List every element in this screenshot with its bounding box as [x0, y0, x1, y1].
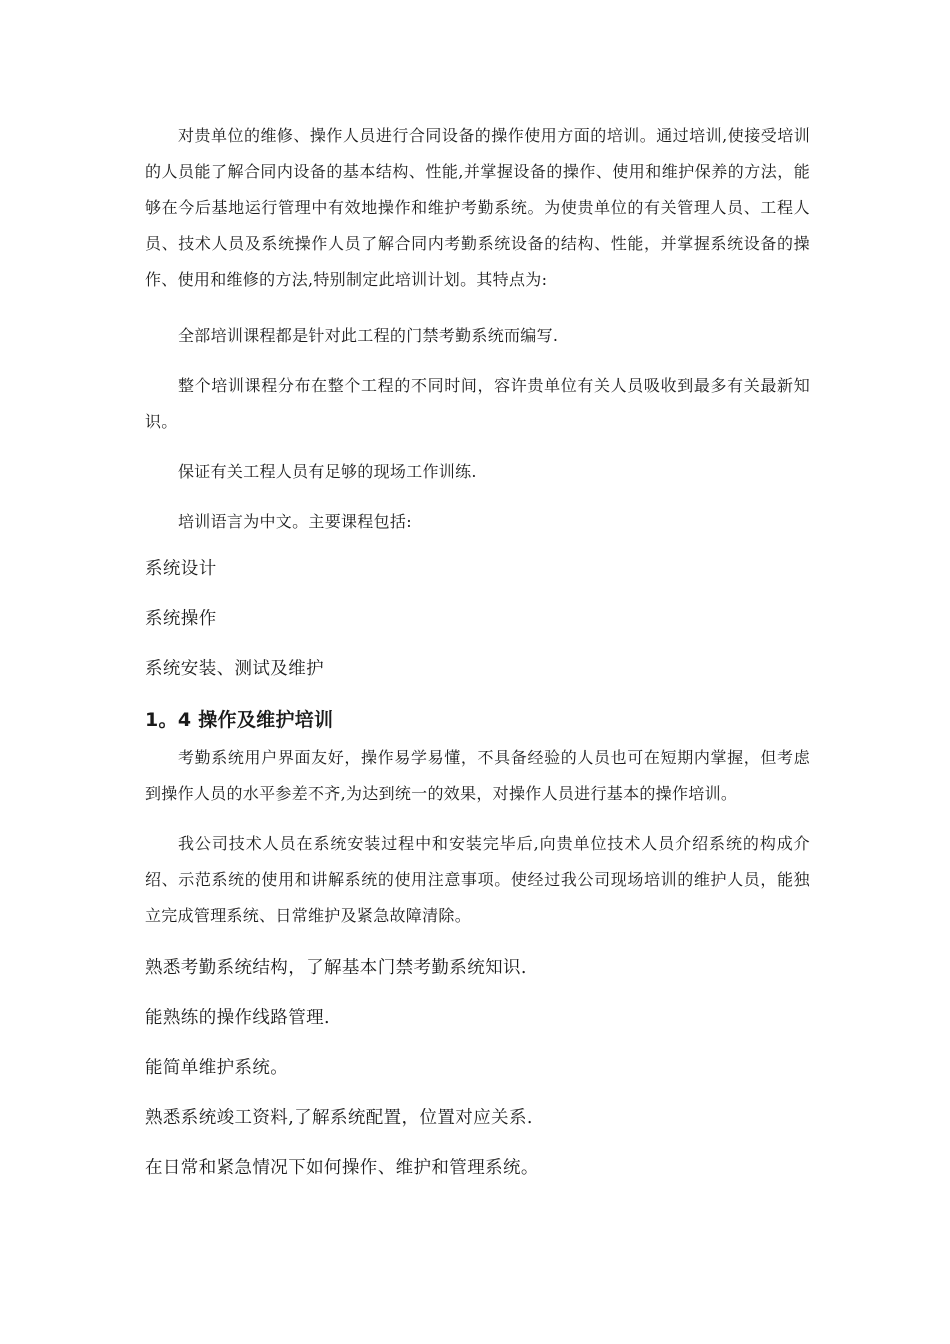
skill-item-4: 熟悉系统竣工资料,了解系统配置，位置对应关系. [145, 1108, 533, 1128]
section-paragraph-2: 我公司技术人员在系统安装过程中和安装完毕后,向贵单位技术人员介绍系统的构成介绍、示范系统的使用和讲解系统的使用注意事项。使经过我公司现场培训的维护人员，能独立完成管理系统、日常维护及紧急故障清除。 [145, 834, 810, 925]
course-item-1: 系统设计 [145, 559, 217, 579]
intro-paragraph-1: 对贵单位的维修、操作人员进行合同设备的操作使用方面的培训。通过培训,使接受培训的人员能了解合同内设备的基本结构、性能,并掌握设备的操作、使用和维护保养的方法，能够在今后基地运行管理中有效地操作和维护考勤系统。为使贵单位的有关管理人员、工程人员、技术人员及系统操作人员了解合同内考勤系统设备的结构、性能，并掌握系统设备的操作、使用和维修的方法,特别制定此培训计划。其特点为: [145, 126, 810, 289]
intro-paragraph-4: 保证有关工程人员有足够的现场工作训练. [178, 462, 477, 481]
skill-item-2: 能熟练的操作线路管理. [145, 1008, 330, 1028]
section-heading: 1。4 操作及维护培训 [145, 709, 334, 731]
skill-item-1: 熟悉考勤系统结构，了解基本门禁考勤系统知识. [145, 958, 527, 978]
skill-item-3: 能简单维护系统。 [145, 1058, 289, 1078]
course-item-2: 系统操作 [145, 609, 217, 629]
intro-paragraph-2: 全部培训课程都是针对此工程的门禁考勤系统而编写. [178, 326, 559, 345]
intro-paragraph-5: 培训语言为中文。主要课程包括: [178, 512, 412, 531]
skill-item-5: 在日常和紧急情况下如何操作、维护和管理系统。 [145, 1158, 539, 1178]
section-paragraph-1: 考勤系统用户界面友好，操作易学易懂，不具备经验的人员也可在短期内掌握，但考虑到操作人员的水平参差不齐,为达到统一的效果，对操作人员进行基本的操作培训。 [145, 748, 810, 803]
course-item-3: 系统安装、测试及维护 [145, 659, 324, 679]
intro-paragraph-3: 整个培训课程分布在整个工程的不同时间，容许贵单位有关人员吸收到最多有关最新知识。 [145, 376, 810, 431]
